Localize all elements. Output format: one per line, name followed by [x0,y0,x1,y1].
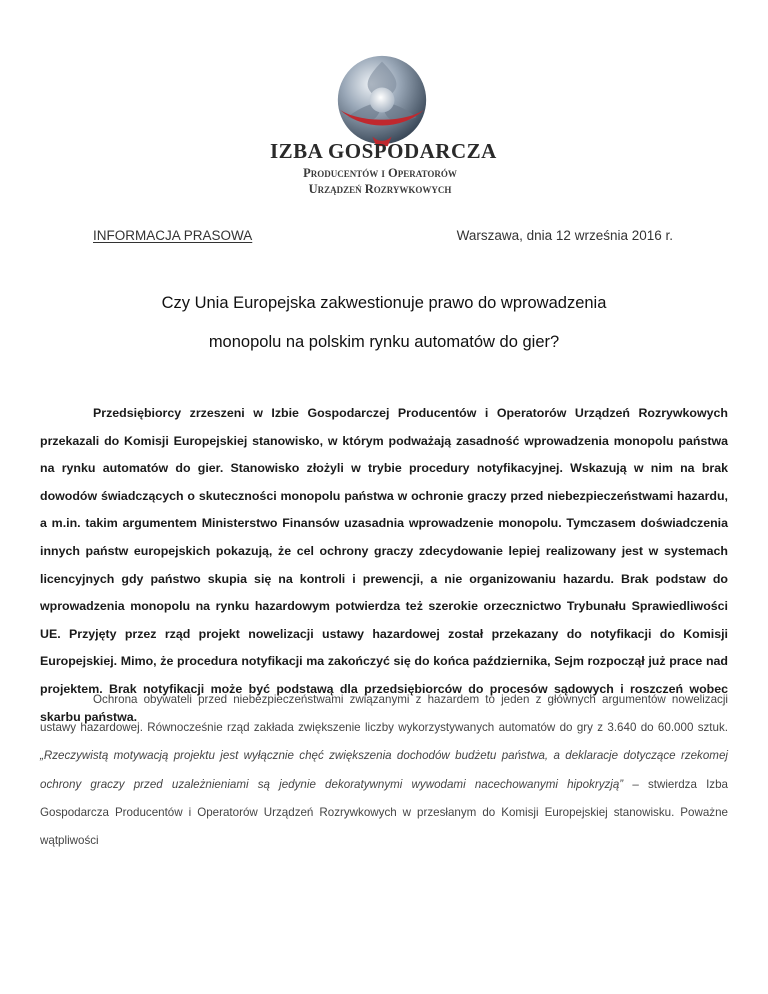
body-paragraph [40,686,728,855]
sphere-emblem-icon [334,52,430,148]
logo-subtitle-line1: Producentów i Operatorów [303,166,457,180]
lead-paragraph: Przedsiębiorcy zrzeszeni w Izbie Gospodarczej Producentów i Operatorów Urządzeń Rozrywkowych przekazali do Komisji Europejskiej stanowisko, w którym podważają zasadność wprowadzenia monopolu państwa na rynku automatów do gier. Stanowisko złożyli w trybie procedury notyfikacyjnej. Wskazują w nim na brak dowodów świadczących o skuteczności monopolu państwa w ochronie graczy przed niebezpieczeństwami hazardu, a m.in. takim argumentem Ministerstwo Finansów uzasadnia wprowadzenie monopolu. Tymczasem doświadczenia innych państw europejskich pokazują, że cel ochrony graczy zdecydowanie lepiej realizowany jest w systemach licencyjnych gdy państwo skupia się na kontroli i prewencji, a nie organizowaniu hazardu. Brak podstaw do wprowadzenia monopolu na rynku hazardowym potwierdza też szerokie orzecznictwo Trybunału Sprawiedliwości UE. Przyjęty przez rząd projekt nowelizacji ustawy hazardowej został przekazany do notyfikacji do Komisji Europejskiej. Mimo, że procedura notyfikacji ma zakończyć się do końca października, Sejm rozpoczął już prace nad projektem. Brak notyfikacji może być podstawą dla przedsiębiorców do procesów sądowych i roszczeń wobec skarbu państwa. [40,406,728,724]
body-text-part1: Ochrona obywateli przed niebezpieczeństwami związanymi z hazardem to jeden z głównych argumentów nowelizacji ustawy hazardowej. Równocześnie rząd zakłada zwiększenie liczby wykorzystywanych automatów do gry z 3.640 do 60.000 sztuk. [40,693,728,735]
headline-line2: monopolu na polskim rynku automatów do gier? [208,333,560,351]
body-quote: „Rzeczywistą motywacją projektu jest wyłącznie chęć zwiększenia dochodów budżetu państwa, a deklaracje dotyczące rzekomej ochrony graczy przed uzależnieniami są jedynie dekoratywnymi wywodami nacechowanymi hipokryzją” [40,749,728,791]
organization-logo [270,52,497,202]
headline-line1: Czy Unia Europejska zakwestionuje prawo do wprowadzenia [161,294,607,312]
body-text-part2: – stwierdza Izba Gospodarcza Producentów i Operatorów Urządzeń Rozrywkowych w przesłanym do Komisji Europejskiej stanowisku. Poważne wątpliwości [40,777,728,848]
logo-title: IZBA GOSPODARCZA [270,139,497,163]
date-line: Warszawa, dnia 12 września 2016 r. [456,228,673,243]
press-release-label: INFORMACJA PRASOWA [93,228,253,243]
logo-subtitle-line2: Urządzeń Rozrywkowych [308,182,452,196]
